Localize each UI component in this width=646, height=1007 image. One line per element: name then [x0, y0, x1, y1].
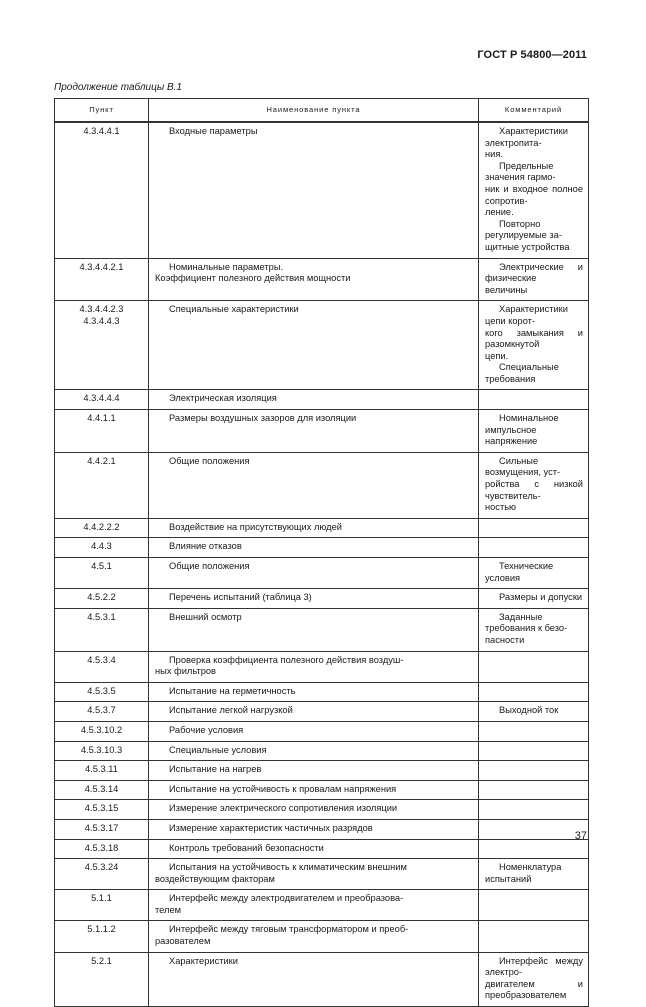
clause-name-line: Испытание на нагрев	[169, 764, 262, 775]
table-row	[55, 589, 589, 609]
clause-number-line: 4.5.3.24	[84, 862, 119, 873]
column-header-clause: Пункт	[55, 99, 149, 123]
table-row	[55, 859, 589, 890]
comment-line: кого замыкания и разомкнутой	[485, 327, 583, 350]
clause-name-cell	[149, 761, 479, 781]
clause-name-cell	[149, 651, 479, 682]
table-row	[55, 890, 589, 921]
clause-name-line: Специальные условия	[169, 744, 267, 755]
clause-name-cell	[149, 390, 479, 410]
comment-line: ностью	[485, 502, 517, 513]
comment-line: двигателем и преобразователем	[485, 978, 583, 1001]
comment-cell	[479, 952, 589, 1006]
clause-number-line: 4.4.3	[91, 541, 112, 552]
clause-name-line: разователем	[155, 936, 211, 947]
clause-number-cell	[55, 589, 149, 609]
comment-cell	[479, 761, 589, 781]
clause-name-line: Входные параметры	[169, 126, 258, 136]
comment-line: величины	[485, 284, 528, 295]
column-header-clause-name: Наименование пункта	[149, 99, 479, 123]
clause-name-cell	[149, 952, 479, 1006]
table-row	[55, 258, 589, 301]
table-header	[55, 99, 589, 123]
table-row	[55, 682, 589, 702]
clause-number-cell	[55, 518, 149, 538]
clause-name-line: Рабочие условия	[169, 724, 244, 735]
table-row	[55, 741, 589, 761]
clause-name-cell	[149, 859, 479, 890]
comment-line: Характеристики цепи корот-	[485, 304, 568, 326]
clause-name-line: Испытания на устойчивость к климатическим внешним	[169, 862, 407, 873]
comment-line: Выходной ток	[499, 705, 559, 716]
comment-cell	[479, 721, 589, 741]
clause-number-line: 4.5.3.4	[87, 654, 116, 665]
clause-name-cell	[149, 558, 479, 589]
comment-cell	[479, 558, 589, 589]
comment-line: напряжение	[485, 436, 538, 447]
clause-name-line: Проверка коэффициента полезного действия воздуш-	[169, 654, 404, 665]
clause-number-line: 5.2.1	[91, 955, 112, 966]
clause-name-line: Коэффициент полезного действия мощности	[155, 273, 351, 284]
clause-name-cell	[149, 780, 479, 800]
comment-cell	[479, 538, 589, 558]
clause-number-line: 4.4.2.2.2	[83, 521, 120, 532]
clause-name-cell	[149, 258, 479, 301]
comment-line: пасности	[485, 634, 525, 645]
clause-name-line: Номинальные параметры.	[169, 261, 284, 272]
comment-cell	[479, 741, 589, 761]
comment-line: ройства с низкой чувствитель-	[485, 479, 583, 501]
comment-cell	[479, 702, 589, 722]
clause-number-cell	[55, 859, 149, 890]
clause-name-line: ных фильтров	[155, 666, 216, 677]
clause-number-cell	[55, 122, 149, 258]
comment-line: Электрические и физические	[485, 261, 583, 284]
clause-number-line: 4.3.4.4.2.3	[79, 304, 124, 315]
clause-name-cell	[149, 721, 479, 741]
comment-line: Повторно регулируемые за-	[485, 218, 562, 241]
comment-cell	[479, 122, 589, 258]
clause-name-line: Измерение характеристик частичных разрядов	[169, 822, 373, 833]
clause-number-line: 4.5.3.14	[84, 783, 119, 794]
clause-name-cell	[149, 452, 479, 518]
clause-number-line: 5.1.1	[91, 893, 112, 904]
clause-number-cell	[55, 452, 149, 518]
clause-number-cell	[55, 921, 149, 952]
clause-number-line: 4.5.3.18	[84, 842, 119, 853]
table-row	[55, 608, 589, 651]
clause-number-cell	[55, 390, 149, 410]
clause-name-cell	[149, 122, 479, 258]
comment-cell	[479, 890, 589, 921]
comment-line: Размеры и допуски	[499, 592, 583, 603]
clause-number-cell	[55, 608, 149, 651]
clause-name-line: Интерфейс между электродвигателем и преобразова-	[169, 893, 404, 904]
clause-number-line: 5.1.1.2	[87, 924, 116, 935]
clause-number-cell	[55, 651, 149, 682]
clause-name-line: Контроль требований безопасности	[169, 842, 324, 853]
requirements-table	[54, 98, 589, 1007]
clause-name-line: Размеры воздушных зазоров для изоляции	[169, 413, 357, 424]
table-body	[55, 122, 589, 1007]
clause-name-cell	[149, 702, 479, 722]
clause-number-line: 4.5.1	[91, 561, 112, 571]
clause-number-cell	[55, 721, 149, 741]
clause-name-line: Интерфейс между тяговым трансформатором и преоб-	[169, 924, 409, 935]
clause-number-cell	[55, 301, 149, 390]
page-number: 37	[574, 830, 587, 842]
clause-name-line: Общие положения	[169, 455, 250, 466]
comment-cell	[479, 518, 589, 538]
clause-name-line: Внешний осмотр	[169, 611, 242, 622]
clause-number-cell	[55, 839, 149, 859]
clause-name-line: Измерение электрического сопротивления изоляции	[169, 803, 398, 814]
clause-name-line: Общие положения	[169, 561, 250, 571]
clause-name-line: Электрическая изоляция	[169, 393, 277, 404]
comment-line: Номинальное импульсное	[485, 413, 559, 435]
standard-designation: ГОСТ Р 54800—2011	[477, 49, 587, 61]
clause-number-line: 4.5.3.15	[84, 803, 119, 814]
clause-number-cell	[55, 761, 149, 781]
table-row	[55, 452, 589, 518]
comment-line: ление.	[485, 207, 514, 218]
comment-line: Номенклатура испытаний	[485, 862, 562, 884]
comment-cell	[479, 452, 589, 518]
comment-cell	[479, 301, 589, 390]
table-row	[55, 800, 589, 820]
comment-cell	[479, 682, 589, 702]
clause-number-line: 4.5.3.7	[87, 705, 116, 716]
clause-name-cell	[149, 589, 479, 609]
clause-number-cell	[55, 258, 149, 301]
table-row	[55, 721, 589, 741]
comment-cell	[479, 608, 589, 651]
table-row	[55, 410, 589, 453]
comment-cell	[479, 839, 589, 859]
table-continuation-caption: Продолжение таблицы В.1	[54, 82, 182, 93]
clause-number-line: 4.3.4.4.3	[83, 315, 120, 326]
clause-number-line: 4.3.4.4.2.1	[79, 261, 124, 272]
comment-cell	[479, 651, 589, 682]
clause-number-cell	[55, 780, 149, 800]
column-header-comment: Комментарий	[479, 99, 589, 123]
comment-cell	[479, 410, 589, 453]
clause-number-line: 4.5.3.10.2	[80, 724, 123, 735]
clause-name-line: Испытание на устойчивость к провалам напряжения	[169, 783, 397, 794]
table-row	[55, 651, 589, 682]
clause-name-line: Испытание на герметичность	[169, 685, 296, 696]
table-row	[55, 839, 589, 859]
clause-number-cell	[55, 800, 149, 820]
table-row	[55, 780, 589, 800]
clause-number-line: 4.4.2.1	[87, 455, 116, 466]
comment-cell	[479, 258, 589, 301]
clause-name-cell	[149, 800, 479, 820]
comment-line: Характеристики электропита-	[485, 126, 568, 148]
clause-name-line: Перечень испытаний (таблица 3)	[169, 592, 312, 603]
clause-number-cell	[55, 741, 149, 761]
clause-name-line: телем	[155, 904, 182, 915]
clause-number-cell	[55, 558, 149, 589]
table-row	[55, 952, 589, 1006]
clause-number-cell	[55, 682, 149, 702]
clause-name-cell	[149, 410, 479, 453]
comment-cell	[479, 800, 589, 820]
clause-number-line: 4.3.4.4.1	[83, 126, 120, 136]
clause-number-line: 4.5.3.1	[87, 611, 116, 622]
clause-name-cell	[149, 921, 479, 952]
table-row	[55, 301, 589, 390]
comment-line: цепи.	[485, 350, 509, 361]
table-row	[55, 819, 589, 839]
comment-line: Сильные возмущения, уст-	[485, 455, 561, 478]
comment-line: Интерфейс между электро-	[485, 955, 583, 978]
comment-cell	[479, 780, 589, 800]
table-row	[55, 538, 589, 558]
clause-number-cell	[55, 819, 149, 839]
table-row	[55, 122, 589, 258]
comment-line: Технические условия	[485, 561, 554, 583]
comment-line: щитные устройства	[485, 241, 570, 252]
table-row	[55, 558, 589, 589]
comment-line: Заданные требования к безо-	[485, 611, 568, 634]
clause-number-line: 4.5.3.5	[87, 685, 116, 696]
comment-line: Специальные требования	[485, 362, 559, 384]
table-row	[55, 761, 589, 781]
clause-number-line: 4.4.1.1	[87, 413, 116, 424]
table-row	[55, 390, 589, 410]
comment-cell	[479, 589, 589, 609]
clause-name-cell	[149, 518, 479, 538]
clause-name-line: воздействующим факторам	[155, 873, 275, 884]
clause-number-cell	[55, 890, 149, 921]
clause-name-line: Характеристики	[169, 955, 238, 966]
clause-number-cell	[55, 410, 149, 453]
comment-line: ния.	[485, 149, 503, 160]
comment-line: ник и входное полное сопротив-	[485, 183, 583, 206]
comment-cell	[479, 921, 589, 952]
table-row	[55, 518, 589, 538]
clause-number-cell	[55, 952, 149, 1006]
comment-cell	[479, 819, 589, 839]
clause-number-cell	[55, 538, 149, 558]
clause-name-cell	[149, 301, 479, 390]
clause-number-line: 4.5.3.17	[84, 822, 119, 833]
comment-cell	[479, 859, 589, 890]
clause-number-line: 4.5.3.11	[85, 764, 118, 775]
clause-name-line: Влияние отказов	[169, 541, 242, 552]
clause-number-line: 4.5.2.2	[87, 592, 116, 603]
comment-line: Предельные значения гармо-	[485, 160, 556, 183]
clause-name-cell	[149, 608, 479, 651]
clause-name-cell	[149, 890, 479, 921]
comment-cell	[479, 390, 589, 410]
clause-name-line: Воздействие на присутствующих людей	[169, 521, 342, 532]
clause-name-cell	[149, 839, 479, 859]
table-row	[55, 921, 589, 952]
clause-number-line: 4.3.4.4.4	[83, 393, 120, 404]
clause-number-line: 4.5.3.10.3	[80, 744, 123, 755]
clause-name-cell	[149, 538, 479, 558]
clause-name-line: Испытание легкой нагрузкой	[169, 705, 293, 716]
table-row	[55, 702, 589, 722]
clause-name-cell	[149, 741, 479, 761]
clause-name-cell	[149, 682, 479, 702]
clause-name-cell	[149, 819, 479, 839]
clause-name-line: Специальные характеристики	[169, 304, 299, 315]
clause-number-cell	[55, 702, 149, 722]
